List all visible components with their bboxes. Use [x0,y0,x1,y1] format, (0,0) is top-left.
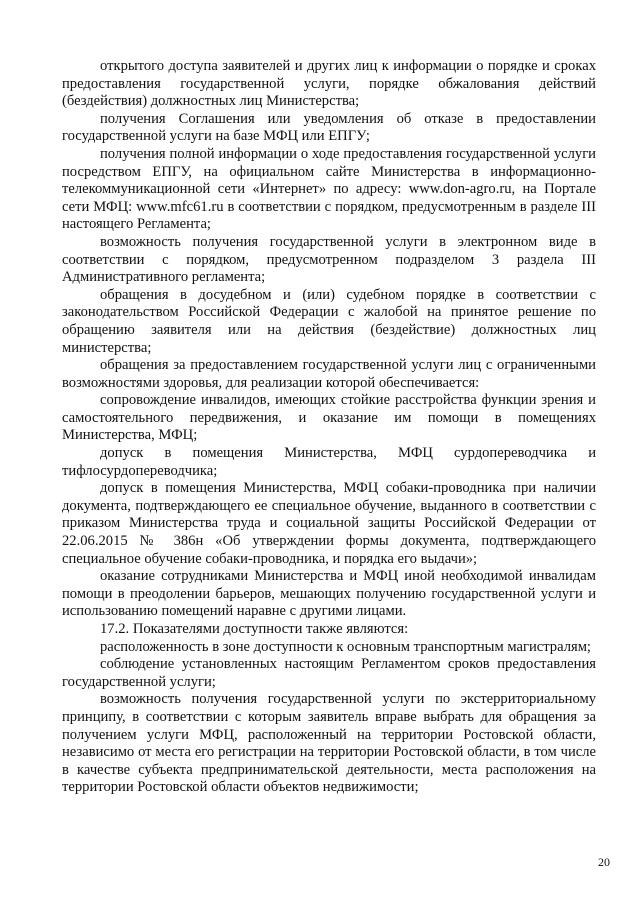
paragraph-extraterritorial: возможность получения государственной услуги по экстерриториальному принципу, в соответствии с которым заявитель вправе выбрать для обращения за получением услуги МФЦ, расположенный на территории Ростовской области, независимо от места его регистрации на территории Ростовской области, в том числе в качестве субъекта предпринимательской деятельности, места расположения на территории Ростовской области объектов недвижимости; [62,691,596,796]
paragraph-escort-disabled: сопровождение инвалидов, имеющих стойкие расстройства функции зрения и самостоятельного передвижения, и оказание им помощи в помещениях Министерства, МФЦ; [62,392,596,444]
paragraph-transport-access: расположенность в зоне доступности к основным транспортным магистралям; [100,638,591,655]
paragraph-agreement-receipt: получения Соглашения или уведомления об отказе в предоставлении государственной услуги на базе МФЦ или ЕПГУ; [62,110,596,145]
page-number: 20 [598,855,610,869]
paragraph-electronic-service: возможность получения государственной услуги в электронном виде в соответствии с порядком, предусмотренном подразделом 3 раздела III Административного регламента; [62,233,596,286]
paragraph-progress-info: получения полной информации о ходе предоставления государственной услуги посредством ЕПГУ, на официальном сайте Министерства в информационно-телекоммуникационной сети «Интернет» по адресу: www.don-agro.ru, на Портале сети МФЦ: www.mfc61.ru в соответствии с порядком, предусмотренным в разделе III настоящего Регламента; [62,145,596,233]
paragraph-section-17-2: 17.2. Показателями доступности также являются: [100,621,409,637]
paragraph-sign-interpreter: допуск в помещения Министерства, МФЦ сурдопереводчика и тифлосурдопереводчика; [62,445,596,479]
paragraph-open-access: открытого доступа заявителей и других лиц к информации о порядке и сроках предоставления государственной услуги, порядке обжалования действий (бездействия) должностных лиц Министерства; [62,58,596,110]
paragraph-staff-assistance: оказание сотрудниками Министерства и МФЦ иной необходимой инвалидам помощи в преодолении барьеров, мешающих получению государственной услуги и использованию помещений наравне с другими лицами. [62,568,596,620]
document-body [62,58,596,797]
paragraph-deadlines: соблюдение установленных настоящим Регламентом сроков предоставления государственной услуги; [62,656,596,690]
paragraph-guide-dog: допуск в помещения Министерства, МФЦ собаки-проводника при наличии документа, подтверждающего ее специальное обучение, выданного в соответствии с приказом Министерства труда и социальной защиты Российской Федерации от 22.06.2015 № 386н «Об утверждении формы документа, подтверждающего специальное обучение собаки-проводника, и порядка его выдачи»; [62,480,596,567]
paragraph-limited-mobility: обращения за предоставлением государственной услуги лиц с ограниченными возможностями здоровья, для реализации которой обеспечивается: [62,357,596,391]
paragraph-appeal: обращения в досудебном и (или) судебном порядке в соответствии с законодательством Российской Федерации с жалобой на принятое решение по обращению заявителя или на действия (бездействие) должностных лиц министерства; [62,286,596,356]
